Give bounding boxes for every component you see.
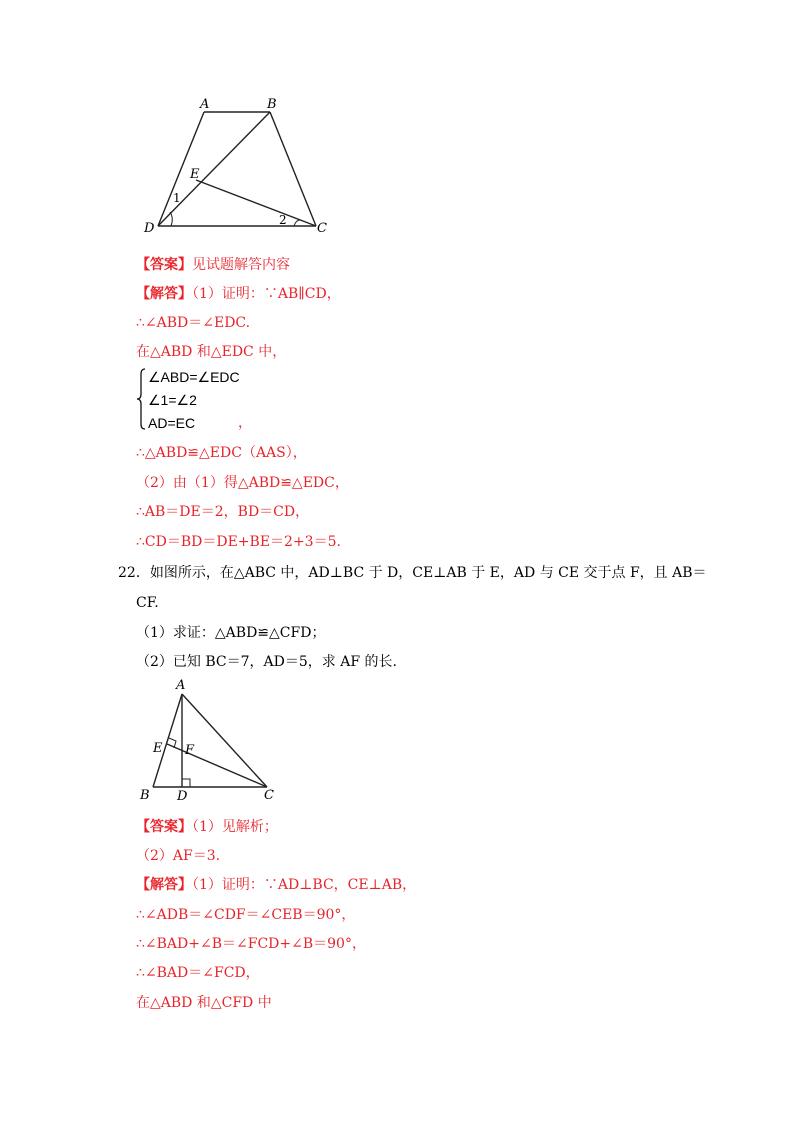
q21-solution-line-2: ∴∠ABD＝∠EDC. [136, 315, 251, 331]
label-a: A [200, 97, 210, 112]
solution-text: （1）证明：∵AD⊥BC，CE⊥AB， [192, 877, 417, 893]
right-angle-d [182, 779, 190, 787]
system-eq-2: ∠1=∠2 [148, 392, 197, 408]
label-2: 2 [279, 213, 287, 227]
q22-solution-line-3: ∴∠BAD+∠B＝∠FCD+∠B＝90°， [136, 936, 366, 952]
segment-ec [196, 180, 316, 226]
system-eq-3: AD=EC [148, 415, 196, 431]
answer-text: 见试题解答内容 [192, 257, 290, 273]
q21-solution-line-1 [136, 285, 341, 303]
label-f: F [185, 743, 195, 758]
q21-solution-line-4: ∴△ABD≌△EDC（AAS）， [136, 445, 307, 461]
figure-trapezoid [130, 92, 340, 242]
label-b: B [140, 788, 150, 803]
solution-tag: 【解答】 [136, 286, 192, 302]
q21-solution-line-7: ∴CD＝BD＝DE+BE＝2+3＝5. [136, 534, 341, 550]
brace [136, 368, 148, 430]
label-d: D [177, 789, 188, 804]
q22-stem-line-1: 22．如图所示，在△ABC 中，AD⊥BC 于 D，CE⊥AB 于 E，AD 与 CE 交于点 F，且 AB＝ [118, 565, 707, 581]
label-b: B [267, 97, 277, 112]
segment-ac [182, 694, 267, 787]
q22-solution-line-4: ∴∠BAD＝∠FCD， [136, 965, 260, 981]
label-c: C [264, 788, 274, 803]
q22-stem-line-2: CF. [136, 595, 159, 611]
q22-solution-line-1 [136, 876, 416, 894]
system-comma: ， [238, 415, 252, 431]
q21-solution-line-5: （2）由（1）得△ABD≌△EDC， [136, 475, 349, 491]
solution-tag: 【解答】 [136, 877, 192, 893]
label-e: E [190, 167, 200, 182]
q22-answer-line-1 [136, 818, 278, 836]
q22-part-2: （2）已知 BC＝7，AD＝5，求 AF 的长. [136, 654, 397, 670]
answer-tag: 【答案】 [136, 257, 192, 273]
solution-text: （1）证明：∵AB∥CD， [192, 286, 341, 302]
label-1: 1 [173, 191, 181, 205]
system-eq-1: ∠ABD=∠EDC [148, 369, 240, 385]
angle-2-arc [294, 220, 300, 226]
q22-part-1: （1）求证：△ABD≌△CFD； [136, 625, 326, 641]
q21-answer [136, 256, 290, 274]
label-c: C [317, 221, 327, 236]
answer-text: （1）见解析； [192, 819, 278, 835]
q21-solution-line-6: ∴AB＝DE＝2，BD＝CD， [136, 504, 310, 520]
label-d: D [144, 221, 155, 236]
q22-solution-line-2: ∴∠ADB＝∠CDF＝∠CEB＝90°， [136, 907, 356, 923]
segment-db [158, 112, 270, 226]
q21-solution-line-3: 在△ABD 和△EDC 中， [136, 344, 287, 360]
answer-tag: 【答案】 [136, 819, 192, 835]
label-e: E [153, 741, 163, 756]
q22-solution-line-5: 在△ABD 和△CFD 中 [136, 995, 272, 1011]
figure-triangle [134, 676, 294, 806]
segment-bc [270, 112, 316, 226]
label-a: A [176, 678, 186, 693]
q22-answer-line-2: （2）AF＝3. [136, 848, 221, 864]
